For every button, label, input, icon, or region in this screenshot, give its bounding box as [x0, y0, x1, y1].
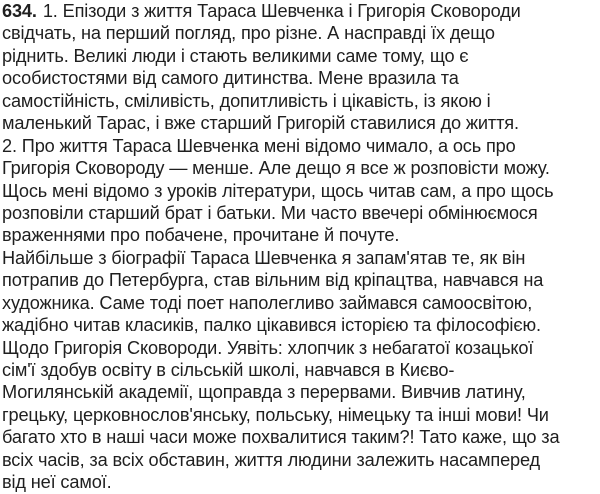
- text-line-16: Щодо Григорія Сковороди. Уявіть: хлопчик з небагатої козацької: [2, 337, 534, 358]
- exercise-text: [2, 0, 598, 493]
- text-line-15: жадібно читав класиків, палко цікавився історією та філософією.: [2, 315, 541, 336]
- text-line-22: від неї самої.: [2, 472, 112, 493]
- text-line-18: Могилянській академії, щоправда з перервами. Вивчив латину,: [2, 382, 526, 403]
- text-line-8: Григорія Сковороду — менше. Але дещо я все ж розповісти можу.: [2, 158, 550, 179]
- text-line-1: [2, 0, 598, 22]
- text-line-2: свідчать, на перший погляд, про різне. А насправді їх дещо: [2, 23, 495, 44]
- line-text: 1. Епізоди з життя Тараса Шевченка і Григорія Сковороди: [42, 1, 521, 21]
- text-line-13: потрапив до Петербурга, став вільним від кріпацтва, навчався на: [2, 270, 544, 291]
- text-line-21: всіх часів, за всіх обставин, життя людини залежить насамперед: [2, 449, 541, 470]
- text-line-20: багато хто в наші часи може похвалитися таким?! Тато каже, що за: [2, 427, 560, 448]
- text-line-11: враженнями про побачене, прочитане й почуте.: [2, 225, 400, 246]
- text-line-19: грецьку, церковнослов'янську, польську, німецьку та інші мови! Чи: [2, 404, 549, 425]
- text-line-14: художника. Саме тоді поет наполегливо займався самоосвітою,: [2, 292, 533, 313]
- text-line-17: сім'ї здобув освіту в сільській школі, навчався в Києво-: [2, 360, 455, 380]
- text-line-5: самостійність, сміливість, допитливість і цікавість, із якою і: [2, 90, 491, 111]
- text-line-10: розповіли старший брат і батьки. Ми часто ввечері обмінюємося: [2, 202, 538, 223]
- exercise-number: 634.: [2, 1, 37, 21]
- text-line-7: 2. Про життя Тараса Шевченка мені відомо чимало, а ось про: [2, 135, 516, 156]
- text-line-9: Щось мені відомо з уроків літератури, щось читав сам, а про щось: [2, 180, 554, 201]
- text-line-12: Найбільше з біографії Тараса Шевченка я запам'ятав те, як він: [2, 247, 526, 268]
- text-line-4: особистостями від самого дитинства. Мене вразила та: [2, 68, 459, 89]
- text-line-3: ріднить. Великі люди і стають великими саме тому, що є: [2, 45, 469, 66]
- text-line-6: маленький Тарас, і вже старший Григорій ставилися до життя.: [2, 113, 519, 134]
